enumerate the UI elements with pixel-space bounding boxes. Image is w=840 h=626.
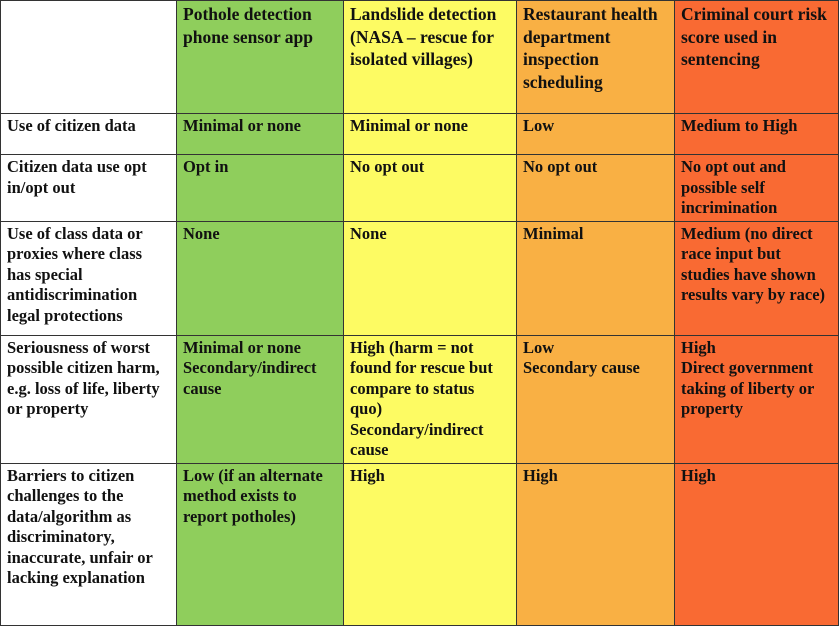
cell-text: Low Secondary cause [523, 337, 640, 377]
cell-text: Minimal or none [350, 116, 468, 135]
row-label: Citizen data use opt in/opt out [1, 155, 177, 222]
cell-text: Low [523, 116, 555, 135]
row-label: Use of citizen data [1, 114, 177, 155]
cell-text: Minimal or none [183, 116, 301, 135]
table-row [1, 335, 839, 463]
corner-cell [1, 1, 177, 114]
column-header-landslide: Landslide detection (NASA – rescue for isolated villages) [344, 1, 517, 114]
column-header-restaurant: Restaurant health department inspection scheduling [517, 1, 675, 114]
cell-text: Opt in [183, 157, 229, 176]
table-cell [517, 221, 675, 335]
row-label: Seriousness of worst possible citizen harm, e.g. loss of life, liberty or property [1, 335, 177, 463]
cell-text: No opt out [350, 157, 425, 176]
table-cell [517, 463, 675, 625]
table-cell [177, 114, 344, 155]
table-cell [344, 463, 517, 625]
header-row [1, 1, 839, 114]
table-row [1, 463, 839, 625]
table-cell [344, 335, 517, 463]
table-cell [675, 155, 839, 222]
table-cell [675, 463, 839, 625]
cell-text: None [183, 223, 220, 243]
cell-text: High [681, 465, 716, 485]
table-cell [344, 114, 517, 155]
table-row [1, 114, 839, 155]
cell-text: No opt out [523, 157, 598, 176]
table-row [1, 155, 839, 222]
table-cell [675, 114, 839, 155]
row-label: Use of class data or proxies where class has special antidiscrimination legal protections [1, 221, 177, 335]
table-cell [517, 114, 675, 155]
cell-text: High Direct government taking of liberty or property [681, 337, 815, 418]
cell-text: No opt out and possible self incrimination [681, 157, 786, 217]
table-cell [344, 155, 517, 222]
cell-text: Medium to High [681, 116, 798, 135]
cell-text: Minimal [523, 223, 584, 243]
column-header-criminal-court: Criminal court risk score used in sentencing [675, 1, 839, 114]
table-cell [517, 155, 675, 222]
cell-text: High [350, 465, 385, 485]
cell-text: High [523, 465, 558, 485]
table-cell [344, 221, 517, 335]
table-cell [177, 463, 344, 625]
cell-text: High (harm = not found for rescue but compare to status quo) Secondary/indirect cause [350, 337, 493, 459]
table-row [1, 221, 839, 335]
cell-text: Low (if an alternate method exists to report potholes) [183, 465, 323, 526]
table-cell [177, 335, 344, 463]
cell-text: Minimal or none Secondary/indirect cause [183, 337, 317, 398]
column-header-pothole: Pothole detection phone sensor app [177, 1, 344, 114]
table-cell [177, 221, 344, 335]
cell-text: Medium (no direct race input but studies have shown results vary by race) [681, 223, 826, 304]
table-cell [675, 335, 839, 463]
table-cell [177, 155, 344, 222]
cell-text: None [350, 223, 387, 243]
table-cell [517, 335, 675, 463]
table-cell [675, 221, 839, 335]
row-label: Barriers to citizen challenges to the data/algorithm as discriminatory, inaccurate, unfair or lacking explanation [1, 463, 177, 625]
